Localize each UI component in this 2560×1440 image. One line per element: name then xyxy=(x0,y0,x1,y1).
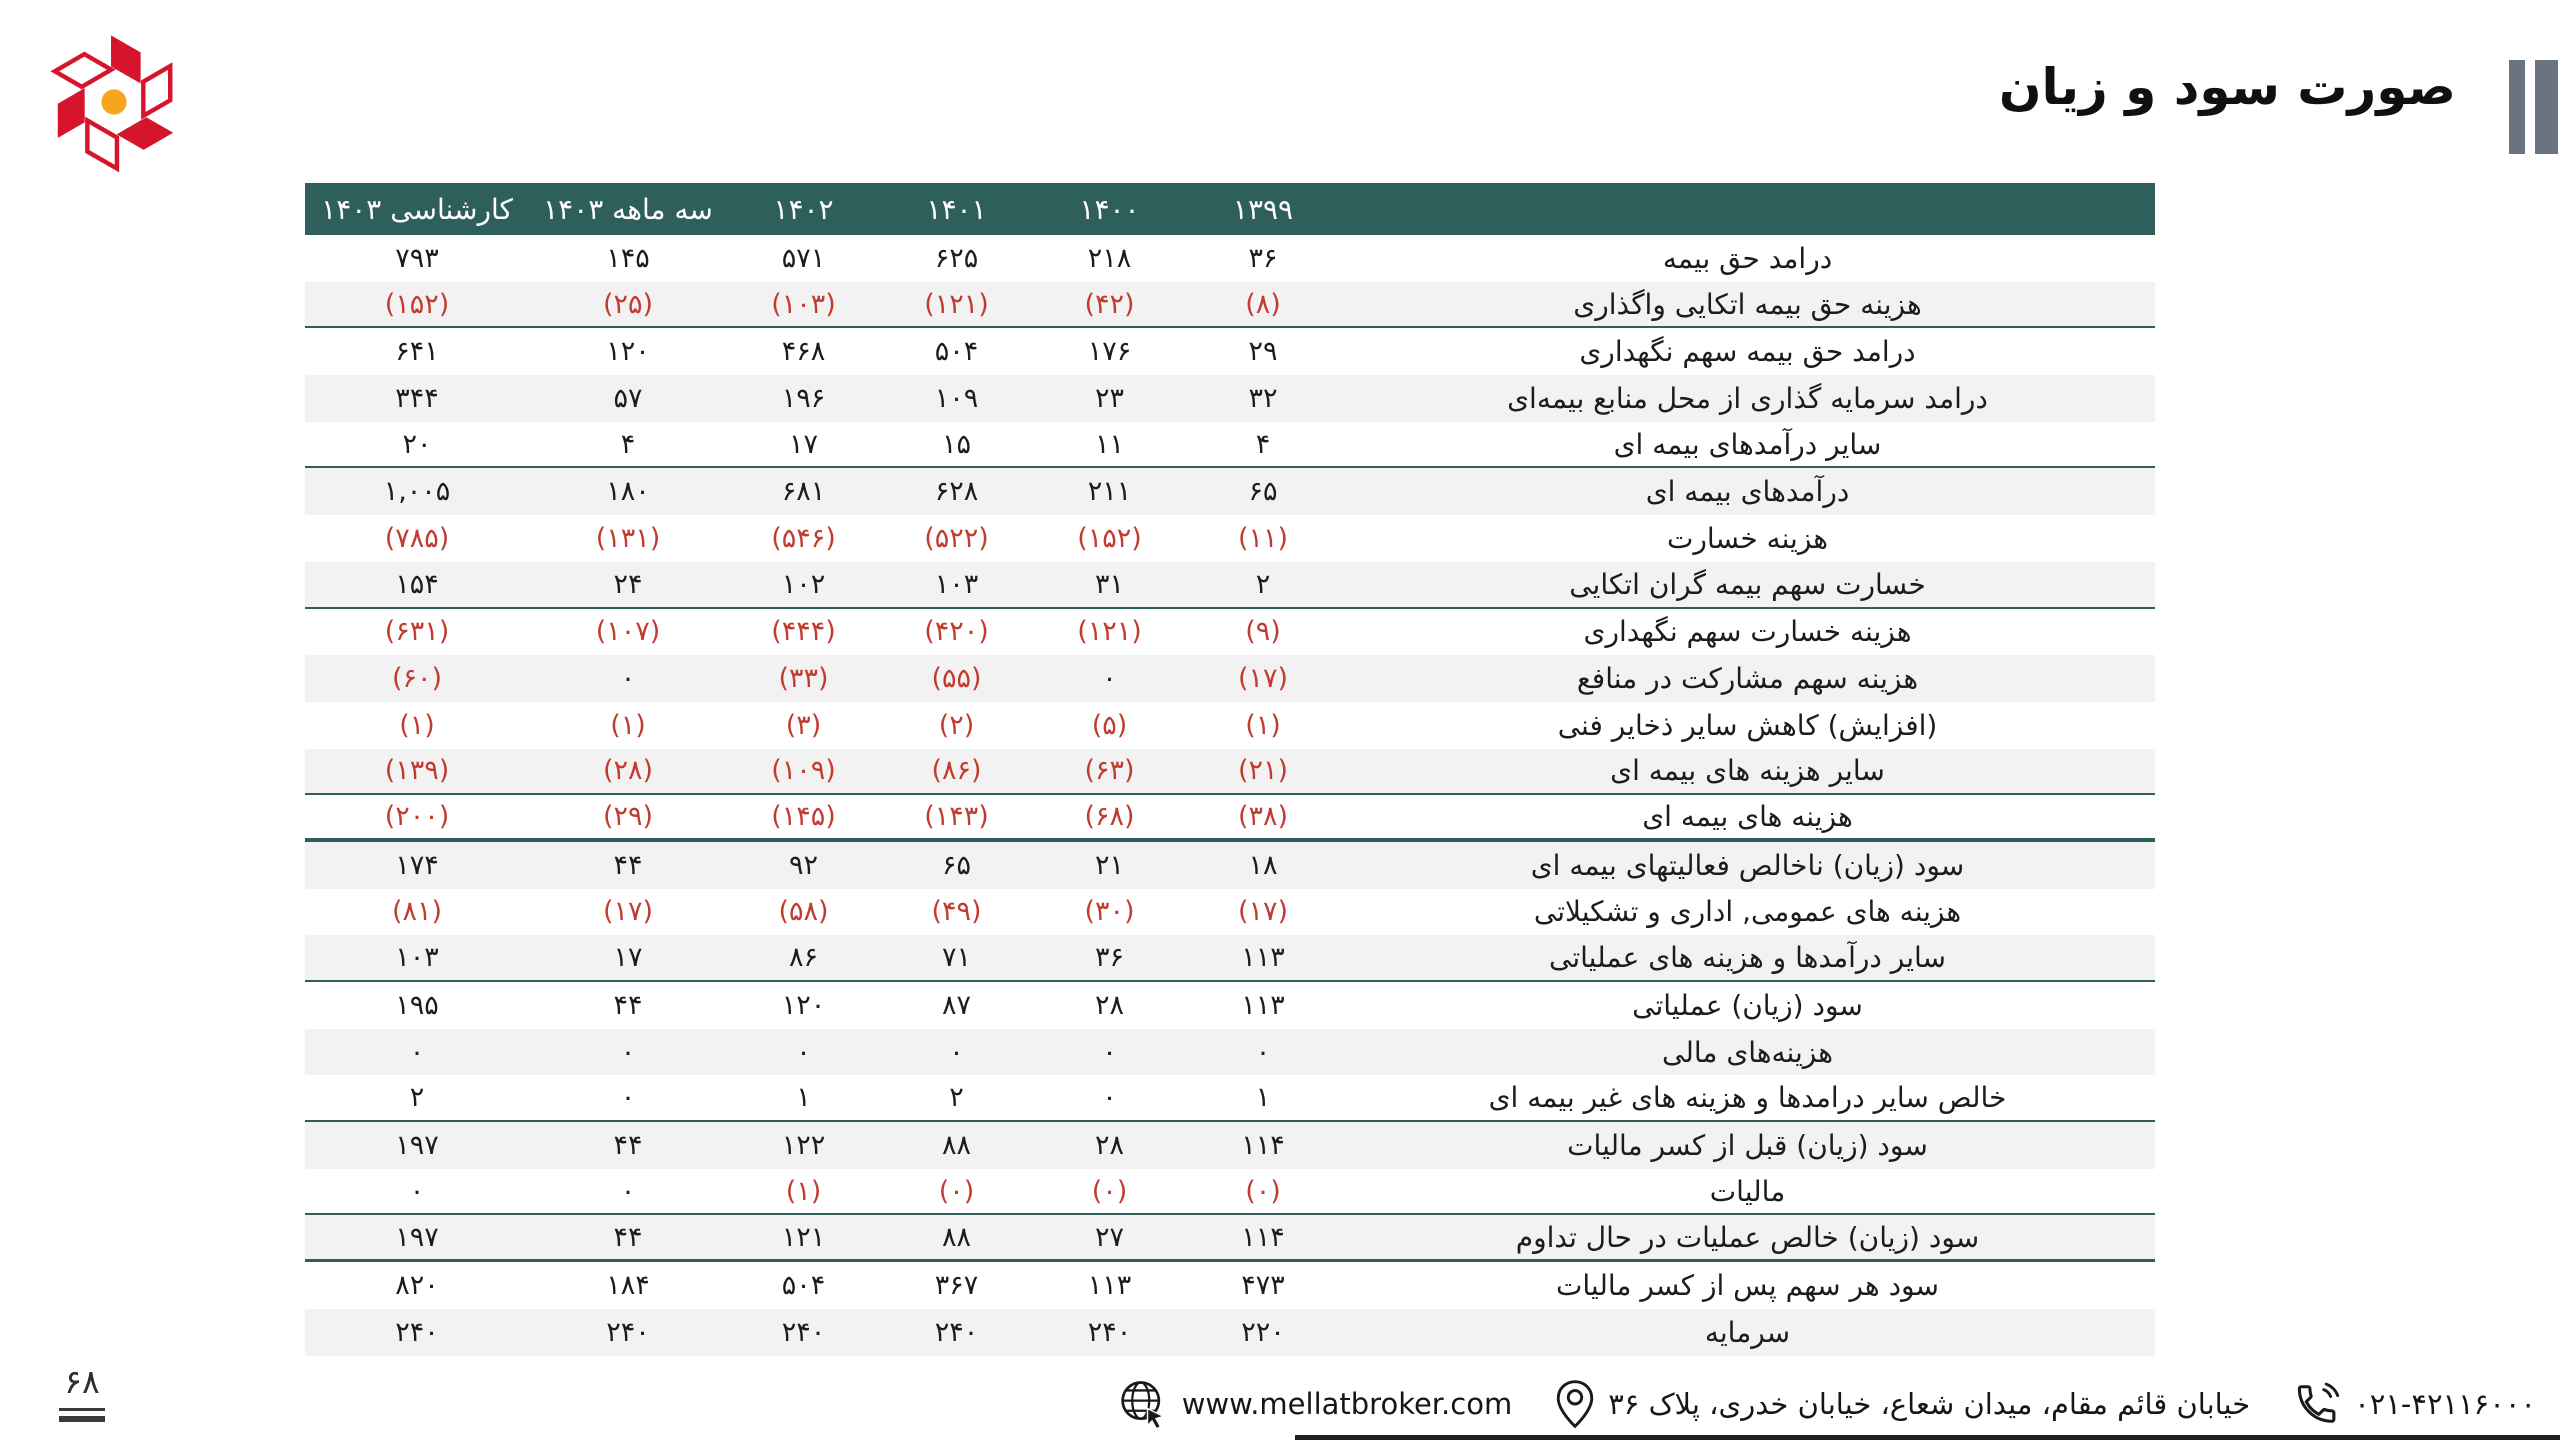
cell-value: ۴ xyxy=(620,428,636,460)
table-row xyxy=(305,235,2155,282)
cell-value: ۲۴۰ xyxy=(606,1316,650,1348)
cell-value: ۸۲۰ xyxy=(395,1269,439,1301)
cell-value: ۰ xyxy=(949,1036,964,1068)
cell-value: ۱۱۴ xyxy=(1241,1129,1285,1161)
cell-value: ۱۲۰ xyxy=(606,336,650,368)
row-label: هزینه خسارت xyxy=(1666,521,1829,555)
cell-value: ۲۰ xyxy=(402,428,432,460)
table-row xyxy=(305,328,2155,375)
cell-value: ۱۷ xyxy=(789,428,819,460)
cell-value: ۱۴۵ xyxy=(606,242,650,274)
profit-loss-table xyxy=(305,183,2155,1356)
cell-value: ۵۰۴ xyxy=(934,336,979,368)
table-row xyxy=(305,982,2155,1029)
cell-value: ۰ xyxy=(409,1175,425,1207)
cell-value: (۱۴۳) xyxy=(924,801,989,833)
table-body xyxy=(305,235,2155,1356)
cell-value: ۱۷۴ xyxy=(395,849,439,881)
footer-phone xyxy=(2294,1381,2536,1427)
globe-cursor-icon xyxy=(1118,1378,1168,1430)
cell-value: (۳۰) xyxy=(1084,896,1135,928)
cell-value: ۲۷ xyxy=(1095,1221,1125,1253)
row-label: سود هر سهم پس از کسر مالیات xyxy=(1556,1268,1939,1302)
column-header: سه ماهه ۱۴۰۳ xyxy=(543,192,713,226)
cell-value: ۱۷۶ xyxy=(1087,336,1132,368)
cell-value: ۱۰۲ xyxy=(781,568,826,600)
cell-value: ۲۱۱ xyxy=(1087,476,1132,508)
row-label: سود (زیان) ناخالص فعالیتهای بیمه ای xyxy=(1530,848,1965,882)
cell-value: ۰ xyxy=(409,1036,425,1068)
cell-value: ۵۰۴ xyxy=(781,1269,826,1301)
row-label: درآمدهای بیمه ای xyxy=(1645,475,1850,509)
cell-value: (۶۸) xyxy=(1084,801,1135,833)
cell-value: ۲۸ xyxy=(1095,1129,1125,1161)
cell-value: (۲۰۰) xyxy=(384,801,450,833)
cell-value: (۲۱) xyxy=(1237,755,1289,787)
table-row xyxy=(305,1075,2155,1122)
cell-value: ۲۹ xyxy=(1248,336,1278,368)
cell-value: (۱) xyxy=(399,709,435,741)
cell-value: ۱۰۹ xyxy=(934,382,979,414)
cell-value: ۴ xyxy=(1255,428,1271,460)
table-row xyxy=(305,749,2155,796)
cell-value: (۱۳۱) xyxy=(595,522,661,554)
cell-value: ۱۸۴ xyxy=(606,1269,650,1301)
footer-address xyxy=(1556,1379,2250,1429)
cell-value: ۲۲۰ xyxy=(1241,1316,1285,1348)
cell-value: ۵۷ xyxy=(613,382,643,414)
footer xyxy=(1118,1372,2536,1436)
table-row xyxy=(305,562,2155,609)
column-header: ۱۳۹۹ xyxy=(1232,192,1294,226)
table-row xyxy=(305,282,2155,329)
table-row xyxy=(305,422,2155,469)
cell-value: (۱۰۷) xyxy=(595,616,661,648)
cell-value: ۱۱۳ xyxy=(1241,989,1285,1021)
cell-value: (۲۵) xyxy=(602,288,654,320)
row-label: هزینه حق بیمه اتکایی واگذاری xyxy=(1573,287,1922,321)
cell-value: (۳۸) xyxy=(1237,801,1289,833)
cell-value: ۰ xyxy=(620,663,636,695)
address-text: خیابان قائم مقام، میدان شعاع، خیابان خدری، پلاک ۳۶ xyxy=(1608,1387,2251,1421)
cell-value: ۱۹۶ xyxy=(781,382,826,414)
cell-value: (۱۷) xyxy=(602,896,654,928)
cell-value: (۱۵۲) xyxy=(384,288,450,320)
row-label: درامد حق بیمه سهم نگهداری xyxy=(1579,335,1916,369)
row-label: مالیات xyxy=(1709,1174,1786,1208)
cell-value: ۸۷ xyxy=(942,989,972,1021)
cell-value: ۴۴ xyxy=(613,1221,643,1253)
cell-value: (۳۳) xyxy=(778,663,829,695)
cell-value: ۶۲۵ xyxy=(934,242,979,274)
cell-value: (۶۳) xyxy=(1084,755,1135,787)
cell-value: ۱۹۷ xyxy=(395,1221,439,1253)
cell-value: ۱۰۳ xyxy=(934,568,979,600)
cell-value: ۱۵۴ xyxy=(395,568,439,600)
cell-value: (۵۴۶) xyxy=(771,522,836,554)
row-label: سایر درآمدها و هزینه های عملیاتی xyxy=(1549,941,1946,975)
cell-value: (۹) xyxy=(1245,616,1281,648)
cell-value: ۳۶۷ xyxy=(934,1269,979,1301)
cell-value: (۱) xyxy=(1245,709,1281,741)
column-header: کارشناسی ۱۴۰۳ xyxy=(321,192,513,226)
cell-value: ۶۵ xyxy=(942,849,972,881)
cell-value: ۰ xyxy=(1102,1036,1117,1068)
cell-value: (۵۲۲) xyxy=(924,522,989,554)
cell-value: (۱۰۹) xyxy=(771,755,836,787)
cell-value: ۰ xyxy=(1255,1036,1271,1068)
phone-icon xyxy=(2294,1381,2340,1427)
cell-value: ۲ xyxy=(949,1082,964,1114)
column-header: ۱۴۰۱ xyxy=(926,192,987,226)
cell-value: (۸۶) xyxy=(931,755,982,787)
page-title: صورت سود و زیان xyxy=(1998,58,2456,116)
cell-value: ۵۷۱ xyxy=(781,242,826,274)
cell-value: ۶۵ xyxy=(1248,476,1278,508)
row-label: سود (زیان) خالص عملیات در حال تداوم xyxy=(1515,1220,1980,1254)
cell-value: ۱۱۴ xyxy=(1241,1221,1285,1253)
cell-value: ۴۷۳ xyxy=(1241,1269,1285,1301)
row-label: هزینه های بیمه ای xyxy=(1642,800,1853,834)
row-label: هزینه‌های مالی xyxy=(1662,1035,1833,1069)
cell-value: (۸۱) xyxy=(391,896,443,928)
cell-value: (۶۰) xyxy=(391,663,443,695)
cell-value: (۱۱) xyxy=(1237,522,1289,554)
page-number xyxy=(52,1362,112,1422)
column-header: ۱۴۰۲ xyxy=(773,192,834,226)
table-row xyxy=(305,1169,2155,1216)
cell-value: (۱۳۹) xyxy=(384,755,450,787)
cell-value: ۳۴۴ xyxy=(395,382,439,414)
title-accent-bar-wide xyxy=(2535,60,2558,154)
cell-value: ۱۰۳ xyxy=(395,942,439,974)
cell-value: (۲۹) xyxy=(602,801,654,833)
cell-value: (۵) xyxy=(1091,709,1128,741)
title-accent-bar-thin xyxy=(2509,60,2525,154)
cell-value: ۰ xyxy=(1102,663,1117,695)
cell-value: ۲ xyxy=(409,1082,425,1114)
cell-value: ۲۱۸ xyxy=(1087,242,1132,274)
cell-value: ۲ xyxy=(1255,568,1271,600)
cell-value: ۱ xyxy=(796,1082,811,1114)
cell-value: (۰) xyxy=(1245,1175,1281,1207)
footer-website[interactable] xyxy=(1118,1378,1513,1430)
phone-number: ۰۲۱-۴۲۱۱۶۰۰۰ xyxy=(2354,1387,2536,1421)
pinwheel-logo xyxy=(40,28,188,176)
cell-value: ۱۱ xyxy=(1095,428,1125,460)
cell-value: (۱۵۲) xyxy=(1077,522,1142,554)
row-label: خسارت سهم بیمه گران اتکایی xyxy=(1569,567,1926,601)
row-label: سود (زیان) قبل از کسر مالیات xyxy=(1567,1128,1928,1162)
cell-value: ۱۷ xyxy=(613,942,643,974)
cell-value: ۰ xyxy=(620,1036,636,1068)
cell-value: ۱,۰۰۵ xyxy=(383,476,451,508)
website-url[interactable]: www.mellatbroker.com xyxy=(1181,1387,1513,1421)
cell-value: ۲۴۰ xyxy=(934,1316,979,1348)
cell-value: ۷۱ xyxy=(942,942,972,974)
row-label: هزینه خسارت سهم نگهداری xyxy=(1583,615,1912,649)
cell-value: ۶۲۸ xyxy=(934,476,979,508)
cell-value: ۸۸ xyxy=(942,1129,972,1161)
table-row xyxy=(305,1309,2155,1356)
cell-value: ۲۴۰ xyxy=(395,1316,439,1348)
table-row xyxy=(305,375,2155,422)
cell-value: ۴۴ xyxy=(613,989,643,1021)
cell-value: (۱۷) xyxy=(1237,663,1289,695)
cell-value: ۰ xyxy=(1102,1082,1117,1114)
cell-value: ۱۲۲ xyxy=(781,1129,826,1161)
cell-value: (۱۰۳) xyxy=(771,288,836,320)
cell-value: (۰) xyxy=(938,1175,975,1207)
cell-value: ۶۴۱ xyxy=(395,336,439,368)
cell-value: ۱۸ xyxy=(1248,849,1278,881)
cell-value: ۶۸۱ xyxy=(781,476,826,508)
cell-value: ۱ xyxy=(1255,1082,1271,1114)
cell-value: ۴۴ xyxy=(613,1129,643,1161)
cell-value: (۴۴۴) xyxy=(771,616,836,648)
table-row xyxy=(305,609,2155,656)
cell-value: ۱۹۷ xyxy=(395,1129,439,1161)
table-row xyxy=(305,1029,2155,1076)
cell-value: ۸۶ xyxy=(789,942,819,974)
cell-value: ۲۸ xyxy=(1095,989,1125,1021)
table-row xyxy=(305,1262,2155,1309)
cell-value: (۰) xyxy=(1091,1175,1128,1207)
row-label: سایر درآمدهای بیمه ای xyxy=(1613,427,1882,461)
cell-value: (۴۲۰) xyxy=(924,616,989,648)
cell-value: ۱۹۵ xyxy=(395,989,439,1021)
cell-value: (۱) xyxy=(785,1175,822,1207)
cell-value: ۴۴ xyxy=(613,849,643,881)
column-header-label xyxy=(1340,183,2155,235)
cell-value: (۶۳۱) xyxy=(384,616,450,648)
row-label: سرمایه xyxy=(1704,1315,1791,1349)
cell-value: ۸۸ xyxy=(942,1221,972,1253)
location-pin-icon xyxy=(1556,1379,1594,1429)
table-row xyxy=(305,702,2155,749)
row-label: هزینه های عمومی, اداری و تشکیلاتی xyxy=(1533,895,1962,929)
cell-value: ۲۴ xyxy=(613,568,643,600)
cell-value: ۹۲ xyxy=(789,849,819,881)
cell-value: ۱۵ xyxy=(942,428,972,460)
cell-value: ۲۴۰ xyxy=(781,1316,826,1348)
cell-value: (۱۲۱) xyxy=(924,288,989,320)
cell-value: (۱۲۱) xyxy=(1077,616,1142,648)
table-row xyxy=(305,795,2155,842)
table-row xyxy=(305,655,2155,702)
page-number-value: ۶۸ xyxy=(64,1362,100,1401)
row-label: سود (زیان) عملیاتی xyxy=(1632,988,1863,1022)
cell-value: ۴۶۸ xyxy=(781,336,826,368)
row-label: درامد سرمایه گذاری از محل منابع بیمه‌ای xyxy=(1507,381,1988,415)
page-number-underline-thick xyxy=(59,1416,105,1422)
cell-value: (۵۵) xyxy=(931,663,982,695)
cell-value: (۷۸۵) xyxy=(384,522,450,554)
bottom-rule xyxy=(1295,1435,2560,1440)
cell-value: ۳۶ xyxy=(1095,942,1125,974)
cell-value: (۴۲) xyxy=(1084,288,1135,320)
table-row xyxy=(305,468,2155,515)
cell-value: ۳۲ xyxy=(1248,382,1278,414)
cell-value: ۱۱۳ xyxy=(1087,1269,1132,1301)
table-row xyxy=(305,889,2155,936)
cell-value: ۰ xyxy=(620,1082,636,1114)
cell-value: ۰ xyxy=(796,1036,811,1068)
row-label: سایر هزینه های بیمه ای xyxy=(1610,754,1885,788)
row-label: (افزایش) کاهش سایر ذخایر فنی xyxy=(1557,708,1938,742)
row-label: درامد حق بیمه xyxy=(1662,241,1833,275)
column-header: ۱۴۰۰ xyxy=(1079,192,1140,226)
cell-value: ۲۳ xyxy=(1095,382,1125,414)
cell-value: ۱۲۱ xyxy=(781,1221,826,1253)
cell-value: ۰ xyxy=(620,1175,636,1207)
cell-value: (۳) xyxy=(785,709,822,741)
cell-value: (۲۸) xyxy=(602,755,654,787)
table-row xyxy=(305,515,2155,562)
cell-value: (۸) xyxy=(1245,288,1281,320)
cell-value: ۳۱ xyxy=(1095,568,1125,600)
row-label: هزینه سهم مشارکت در منافع xyxy=(1576,662,1919,696)
cell-value: (۵۸) xyxy=(778,896,829,928)
cell-value: ۲۱ xyxy=(1095,849,1125,881)
cell-value: ۳۶ xyxy=(1248,242,1278,274)
cell-value: (۴۹) xyxy=(931,896,982,928)
cell-value: ۷۹۳ xyxy=(395,242,439,274)
table-header xyxy=(305,183,2155,235)
cell-value: ۱۲۰ xyxy=(781,989,826,1021)
page-number-underline-thin xyxy=(59,1408,105,1411)
cell-value: (۱) xyxy=(610,709,646,741)
cell-value: ۱۱۳ xyxy=(1241,942,1285,974)
cell-value: (۱۷) xyxy=(1237,896,1289,928)
cell-value: (۱۴۵) xyxy=(771,801,836,833)
table-row xyxy=(305,842,2155,889)
table-row xyxy=(305,1215,2155,1262)
table-row xyxy=(305,935,2155,982)
cell-value: (۲) xyxy=(938,709,975,741)
table-row xyxy=(305,1122,2155,1169)
row-label: خالص سایر درامدها و هزینه های غیر بیمه ای xyxy=(1488,1081,2007,1115)
cell-value: ۲۴۰ xyxy=(1087,1316,1132,1348)
cell-value: ۱۸۰ xyxy=(606,476,650,508)
